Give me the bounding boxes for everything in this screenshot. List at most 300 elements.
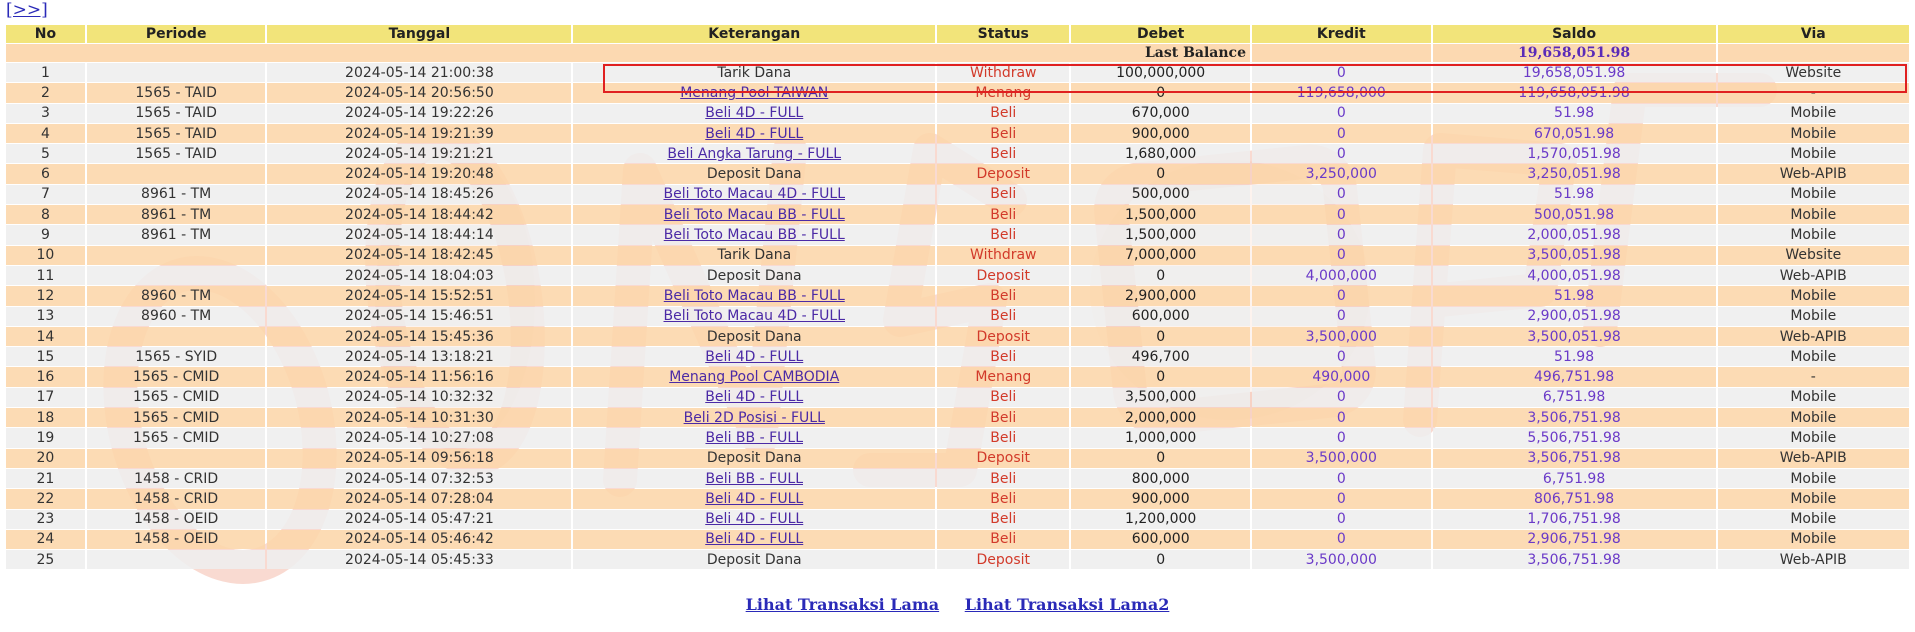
cell-no-text: 17 — [36, 389, 55, 406]
cell-keterangan-text[interactable]: Beli Toto Macau 4D - FULL — [663, 308, 845, 325]
cell-periode-text: 1458 - OEID — [133, 531, 219, 548]
cell-via-text: Mobile — [1790, 470, 1837, 487]
old-transactions-link[interactable]: Lihat Transaksi Lama — [745, 595, 940, 614]
cell-keterangan-text[interactable]: Beli 4D - FULL — [705, 348, 804, 365]
cell-status-text: Menang — [975, 369, 1032, 386]
cell-tanggal — [267, 327, 571, 346]
cell-via-text: Mobile — [1790, 206, 1837, 223]
cell-via-text: Website — [1785, 247, 1842, 264]
cell-debet — [1071, 83, 1250, 102]
cell-tanggal-text: 2024-05-14 05:47:21 — [345, 511, 494, 528]
cell-keterangan-text[interactable]: Beli BB - FULL — [705, 429, 803, 446]
cell-saldo-text: 51.98 — [1554, 105, 1595, 122]
cell-keterangan-text[interactable]: Beli Toto Macau BB - FULL — [663, 206, 845, 223]
cell-keterangan — [573, 510, 935, 529]
cell-kredit-text: 4,000,000 — [1305, 267, 1377, 284]
cell-tanggal — [267, 286, 571, 305]
cell-kredit — [1252, 388, 1431, 407]
cell-status-text: Beli — [990, 490, 1017, 507]
cell-no-text: 12 — [36, 287, 55, 304]
cell-keterangan-text[interactable]: Beli 2D Posisi - FULL — [683, 409, 825, 426]
cell-saldo-text: 3,500,051.98 — [1527, 328, 1621, 345]
cell-via — [1718, 83, 1909, 102]
cell-saldo — [1433, 164, 1716, 183]
cell-saldo-text: 1,706,751.98 — [1527, 511, 1621, 528]
cell-tanggal-text: 2024-05-14 18:45:26 — [345, 186, 494, 203]
cell-status-text: Beli — [990, 511, 1017, 528]
cell-periode — [87, 367, 266, 386]
cell-keterangan-text[interactable]: Beli Angka Tarung - FULL — [667, 145, 842, 162]
cell-status — [937, 124, 1069, 143]
cell-tanggal-text: 2024-05-14 09:56:18 — [345, 450, 494, 467]
cell-no — [6, 185, 85, 204]
cell-saldo — [1433, 63, 1716, 82]
cell-saldo — [1433, 550, 1716, 569]
cell-status-text: Beli — [990, 125, 1017, 142]
table-row — [6, 428, 1909, 447]
col-header-keterangan: Keterangan — [573, 25, 935, 43]
cell-kredit-text: 0 — [1336, 145, 1346, 162]
cell-status-text: Beli — [990, 348, 1017, 365]
cell-debet — [1071, 205, 1250, 224]
cell-keterangan-text[interactable]: Beli 4D - FULL — [705, 490, 804, 507]
cell-kredit — [1252, 286, 1431, 305]
cell-kredit-text: 0 — [1336, 470, 1346, 487]
cell-keterangan — [573, 408, 935, 427]
cell-keterangan — [573, 347, 935, 366]
cell-kredit — [1252, 550, 1431, 569]
cell-periode — [87, 530, 266, 549]
cell-saldo — [1433, 428, 1716, 447]
cell-saldo-text: 3,506,751.98 — [1527, 409, 1621, 426]
table-row — [6, 164, 1909, 183]
cell-keterangan-text[interactable]: Menang Pool CAMBODIA — [669, 369, 840, 386]
cell-keterangan — [573, 124, 935, 143]
cell-no-text: 10 — [36, 247, 55, 264]
cell-no — [6, 307, 85, 326]
cell-status — [937, 266, 1069, 285]
table-row — [6, 83, 1909, 102]
cell-saldo-text: 2,906,751.98 — [1527, 531, 1621, 548]
cell-status-text: Beli — [990, 206, 1017, 223]
cell-keterangan-text[interactable]: Beli BB - FULL — [705, 470, 803, 487]
cell-saldo — [1433, 510, 1716, 529]
cell-via — [1718, 489, 1909, 508]
table-row — [6, 144, 1909, 163]
cell-debet — [1071, 327, 1250, 346]
cell-periode — [87, 449, 266, 468]
cell-status — [937, 388, 1069, 407]
cell-saldo — [1433, 104, 1716, 123]
cell-keterangan-text[interactable]: Beli 4D - FULL — [705, 531, 804, 548]
cell-tanggal — [267, 104, 571, 123]
cell-periode — [87, 307, 266, 326]
cell-saldo — [1433, 185, 1716, 204]
cell-no-text: 20 — [36, 450, 55, 467]
cell-status-text: Deposit — [976, 551, 1031, 568]
cell-tanggal-text: 2024-05-14 18:44:42 — [345, 206, 494, 223]
cell-saldo-text: 6,751.98 — [1542, 389, 1606, 406]
cell-no — [6, 367, 85, 386]
cell-kredit — [1252, 246, 1431, 265]
cell-status — [937, 469, 1069, 488]
cell-no — [6, 205, 85, 224]
table-row — [6, 469, 1909, 488]
cell-no-text: 16 — [36, 369, 55, 386]
cell-kredit — [1252, 449, 1431, 468]
cell-tanggal — [267, 449, 571, 468]
cell-saldo-text: 2,900,051.98 — [1527, 308, 1621, 325]
cell-keterangan-text[interactable]: Beli Toto Macau BB - FULL — [663, 227, 845, 244]
cell-via — [1718, 510, 1909, 529]
cell-via-text: Mobile — [1790, 125, 1837, 142]
cell-saldo — [1433, 124, 1716, 143]
col-header-kredit: Kredit — [1252, 25, 1431, 43]
table-row — [6, 510, 1909, 529]
cell-periode-text: 8960 - TM — [141, 287, 212, 304]
cell-keterangan — [573, 144, 935, 163]
cell-via — [1718, 428, 1909, 447]
cell-no-text: 15 — [36, 348, 55, 365]
cell-kredit — [1252, 144, 1431, 163]
cell-no-text: 14 — [36, 328, 55, 345]
cell-saldo — [1433, 388, 1716, 407]
cell-saldo — [1433, 266, 1716, 285]
cell-keterangan-text[interactable]: Beli 4D - FULL — [705, 511, 804, 528]
cell-status — [937, 225, 1069, 244]
cell-keterangan-text: Deposit Dana — [706, 267, 802, 284]
cell-periode — [87, 266, 266, 285]
cell-debet — [1071, 185, 1250, 204]
cell-debet-text: 1,500,000 — [1125, 206, 1197, 223]
cell-saldo — [1433, 530, 1716, 549]
cell-keterangan-text[interactable]: Menang Pool TAIWAN — [680, 84, 829, 101]
cell-status — [937, 428, 1069, 447]
cell-status-text: Deposit — [976, 450, 1031, 467]
cell-kredit-text: 0 — [1336, 308, 1346, 325]
cell-no — [6, 246, 85, 265]
cell-tanggal — [267, 164, 571, 183]
cell-periode — [87, 388, 266, 407]
cell-debet — [1071, 510, 1250, 529]
cell-via-text: Mobile — [1790, 308, 1837, 325]
cell-status — [937, 510, 1069, 529]
cell-tanggal — [267, 367, 571, 386]
cell-no-text: 11 — [36, 267, 55, 284]
cell-status — [937, 185, 1069, 204]
cell-status-text: Beli — [990, 429, 1017, 446]
cell-tanggal — [267, 124, 571, 143]
cell-tanggal-text: 2024-05-14 05:45:33 — [345, 551, 494, 568]
cell-no-text: 2 — [40, 84, 50, 101]
cell-no-text: 3 — [40, 105, 50, 122]
cell-debet-text: 1,680,000 — [1125, 145, 1197, 162]
cell-debet — [1071, 449, 1250, 468]
cell-keterangan — [573, 489, 935, 508]
cell-via — [1718, 266, 1909, 285]
last-balance-row — [6, 44, 1909, 62]
cell-saldo-text: 3,500,051.98 — [1527, 247, 1621, 264]
cell-status — [937, 307, 1069, 326]
cell-status — [937, 489, 1069, 508]
cell-kredit-text: 0 — [1336, 409, 1346, 426]
cell-via-text: Mobile — [1790, 145, 1837, 162]
cell-tanggal-text: 2024-05-14 18:42:45 — [345, 247, 494, 264]
cell-no — [6, 225, 85, 244]
cell-no — [6, 530, 85, 549]
cell-via-text: Web-APIB — [1779, 166, 1847, 183]
cell-tanggal-text: 2024-05-14 07:32:53 — [345, 470, 494, 487]
cell-debet-text: 0 — [1156, 267, 1166, 284]
cell-tanggal-text: 2024-05-14 07:28:04 — [345, 490, 494, 507]
cell-tanggal — [267, 469, 571, 488]
cell-status-text: Beli — [990, 531, 1017, 548]
cell-no-text: 6 — [40, 166, 50, 183]
table-row — [6, 104, 1909, 123]
cell-no — [6, 469, 85, 488]
cell-saldo — [1433, 367, 1716, 386]
cell-saldo-text: 3,250,051.98 — [1527, 166, 1621, 183]
cell-tanggal — [267, 266, 571, 285]
cell-status-text: Beli — [990, 186, 1017, 203]
cell-saldo-text: 806,751.98 — [1534, 490, 1615, 507]
cell-kredit-text: 0 — [1336, 247, 1346, 264]
cell-status-text: Beli — [990, 145, 1017, 162]
cell-keterangan — [573, 550, 935, 569]
cell-no-text: 23 — [36, 511, 55, 528]
col-header-no: No — [6, 25, 85, 43]
next-page-link[interactable]: [>>] — [6, 0, 48, 20]
cell-debet — [1071, 266, 1250, 285]
cell-status — [937, 144, 1069, 163]
cell-periode-text: 8961 - TM — [141, 227, 212, 244]
cell-via — [1718, 144, 1909, 163]
cell-status-text: Withdraw — [970, 64, 1037, 81]
cell-via-text: Mobile — [1790, 105, 1837, 122]
table-row — [6, 185, 1909, 204]
transaction-table — [4, 24, 1911, 570]
cell-saldo-text: 500,051.98 — [1534, 206, 1615, 223]
cell-debet — [1071, 164, 1250, 183]
cell-periode-text: 8960 - TM — [141, 308, 212, 325]
cell-keterangan — [573, 327, 935, 346]
cell-tanggal-text: 2024-05-14 15:46:51 — [345, 308, 494, 325]
cell-kredit — [1252, 124, 1431, 143]
cell-debet — [1071, 367, 1250, 386]
cell-tanggal-text: 2024-05-14 18:04:03 — [345, 267, 494, 284]
table-row — [6, 286, 1909, 305]
cell-debet — [1071, 307, 1250, 326]
col-header-periode: Periode — [87, 25, 266, 43]
cell-saldo — [1433, 347, 1716, 366]
cell-via — [1718, 347, 1909, 366]
cell-periode-text: 1565 - TAID — [135, 84, 217, 101]
cell-kredit — [1252, 83, 1431, 102]
cell-tanggal — [267, 550, 571, 569]
cell-debet-text: 496,700 — [1131, 348, 1190, 365]
cell-tanggal-text: 2024-05-14 05:46:42 — [345, 531, 494, 548]
footer-links — [0, 595, 1915, 614]
cell-tanggal-text: 2024-05-14 10:27:08 — [345, 429, 494, 446]
cell-status — [937, 327, 1069, 346]
cell-debet — [1071, 388, 1250, 407]
cell-periode — [87, 550, 266, 569]
cell-no-text: 1 — [40, 64, 50, 81]
cell-debet — [1071, 144, 1250, 163]
cell-tanggal-text: 2024-05-14 15:52:51 — [345, 287, 494, 304]
old-transactions-2-link[interactable]: Lihat Transaksi Lama2 — [964, 595, 1170, 614]
cell-debet — [1071, 246, 1250, 265]
cell-tanggal — [267, 510, 571, 529]
cell-via — [1718, 205, 1909, 224]
cell-debet — [1071, 347, 1250, 366]
cell-via — [1718, 388, 1909, 407]
cell-no — [6, 550, 85, 569]
cell-debet-text: 7,000,000 — [1125, 247, 1197, 264]
cell-keterangan — [573, 225, 935, 244]
cell-status — [937, 530, 1069, 549]
cell-tanggal — [267, 530, 571, 549]
cell-status — [937, 449, 1069, 468]
cell-tanggal — [267, 144, 571, 163]
cell-keterangan-text[interactable]: Beli 4D - FULL — [705, 105, 804, 122]
cell-no-text: 13 — [36, 308, 55, 325]
cell-saldo — [1433, 286, 1716, 305]
cell-no — [6, 124, 85, 143]
cell-saldo — [1433, 205, 1716, 224]
cell-saldo-text: 670,051.98 — [1534, 125, 1615, 142]
cell-kredit-text: 0 — [1336, 105, 1346, 122]
col-header-debet: Debet — [1071, 25, 1250, 43]
cell-tanggal — [267, 185, 571, 204]
cell-status-text: Beli — [990, 308, 1017, 325]
cell-keterangan — [573, 83, 935, 102]
cell-keterangan — [573, 388, 935, 407]
cell-tanggal-text: 2024-05-14 19:21:39 — [345, 125, 494, 142]
cell-kredit-text: 3,500,000 — [1305, 551, 1377, 568]
cell-status — [937, 367, 1069, 386]
cell-keterangan — [573, 428, 935, 447]
table-row — [6, 367, 1909, 386]
cell-saldo — [1433, 225, 1716, 244]
cell-via-text: Website — [1785, 64, 1842, 81]
cell-no — [6, 449, 85, 468]
cell-no — [6, 327, 85, 346]
cell-via-text: Mobile — [1790, 409, 1837, 426]
cell-keterangan-text[interactable]: Beli 4D - FULL — [705, 125, 804, 142]
cell-kredit-text: 490,000 — [1312, 369, 1371, 386]
cell-periode — [87, 510, 266, 529]
cell-keterangan-text[interactable]: Beli Toto Macau 4D - FULL — [663, 186, 845, 203]
table-row — [6, 489, 1909, 508]
cell-kredit — [1252, 63, 1431, 82]
cell-keterangan-text: Deposit Dana — [706, 328, 802, 345]
cell-keterangan — [573, 246, 935, 265]
cell-no-text: 24 — [36, 531, 55, 548]
cell-saldo — [1433, 489, 1716, 508]
cell-debet-text: 0 — [1156, 369, 1166, 386]
cell-periode — [87, 489, 266, 508]
table-row — [6, 266, 1909, 285]
cell-tanggal-text: 2024-05-14 13:18:21 — [345, 348, 494, 365]
cell-periode — [87, 428, 266, 447]
cell-status — [937, 347, 1069, 366]
cell-via-text: Mobile — [1790, 186, 1837, 203]
cell-periode — [87, 408, 266, 427]
cell-status-text: Deposit — [976, 166, 1031, 183]
cell-keterangan — [573, 164, 935, 183]
cell-debet — [1071, 530, 1250, 549]
cell-kredit — [1252, 225, 1431, 244]
cell-debet-text: 600,000 — [1131, 531, 1190, 548]
cell-kredit-text: 0 — [1336, 287, 1346, 304]
cell-saldo-text: 19,658,051.98 — [1522, 64, 1626, 81]
cell-tanggal-text: 2024-05-14 20:56:50 — [345, 84, 494, 101]
cell-kredit — [1252, 530, 1431, 549]
cell-no — [6, 347, 85, 366]
cell-kredit — [1252, 428, 1431, 447]
cell-kredit-text: 3,250,000 — [1305, 166, 1377, 183]
cell-saldo-text: 51.98 — [1554, 348, 1595, 365]
cell-periode — [87, 185, 266, 204]
cell-via-text: Mobile — [1790, 511, 1837, 528]
cell-keterangan-text[interactable]: Beli 4D - FULL — [705, 389, 804, 406]
cell-status — [937, 246, 1069, 265]
cell-keterangan-text[interactable]: Beli Toto Macau BB - FULL — [663, 287, 845, 304]
cell-debet-text: 0 — [1156, 450, 1166, 467]
table-row — [6, 327, 1909, 346]
cell-periode — [87, 286, 266, 305]
cell-periode-text: 1458 - CRID — [134, 470, 219, 487]
cell-no-text: 7 — [40, 186, 50, 203]
cell-tanggal — [267, 307, 571, 326]
table-row — [6, 347, 1909, 366]
cell-keterangan-text: Deposit Dana — [706, 551, 802, 568]
cell-no-text: 4 — [40, 125, 50, 142]
cell-no-text: 21 — [36, 470, 55, 487]
cell-via-text: - — [1810, 84, 1816, 101]
cell-status-text: Menang — [975, 84, 1032, 101]
cell-no — [6, 428, 85, 447]
cell-tanggal — [267, 428, 571, 447]
cell-kredit — [1252, 104, 1431, 123]
cell-via-text: Mobile — [1790, 348, 1837, 365]
table-row — [6, 124, 1909, 143]
cell-kredit-text: 0 — [1336, 348, 1346, 365]
cell-debet-text: 1,200,000 — [1125, 511, 1197, 528]
cell-kredit — [1252, 489, 1431, 508]
cell-tanggal — [267, 205, 571, 224]
cell-saldo — [1433, 83, 1716, 102]
cell-tanggal-text: 2024-05-14 19:21:21 — [345, 145, 494, 162]
cell-kredit — [1252, 469, 1431, 488]
cell-saldo-text: 3,506,751.98 — [1527, 551, 1621, 568]
cell-no — [6, 144, 85, 163]
cell-debet — [1071, 286, 1250, 305]
cell-debet — [1071, 489, 1250, 508]
cell-keterangan — [573, 367, 935, 386]
cell-keterangan-text: Deposit Dana — [706, 450, 802, 467]
table-row — [6, 307, 1909, 326]
cell-status-text: Deposit — [976, 267, 1031, 284]
cell-no — [6, 510, 85, 529]
cell-periode — [87, 205, 266, 224]
cell-periode-text: 1565 - SYID — [135, 348, 218, 365]
cell-kredit — [1252, 266, 1431, 285]
cell-debet-text: 600,000 — [1131, 308, 1190, 325]
cell-via — [1718, 246, 1909, 265]
cell-kredit — [1252, 367, 1431, 386]
